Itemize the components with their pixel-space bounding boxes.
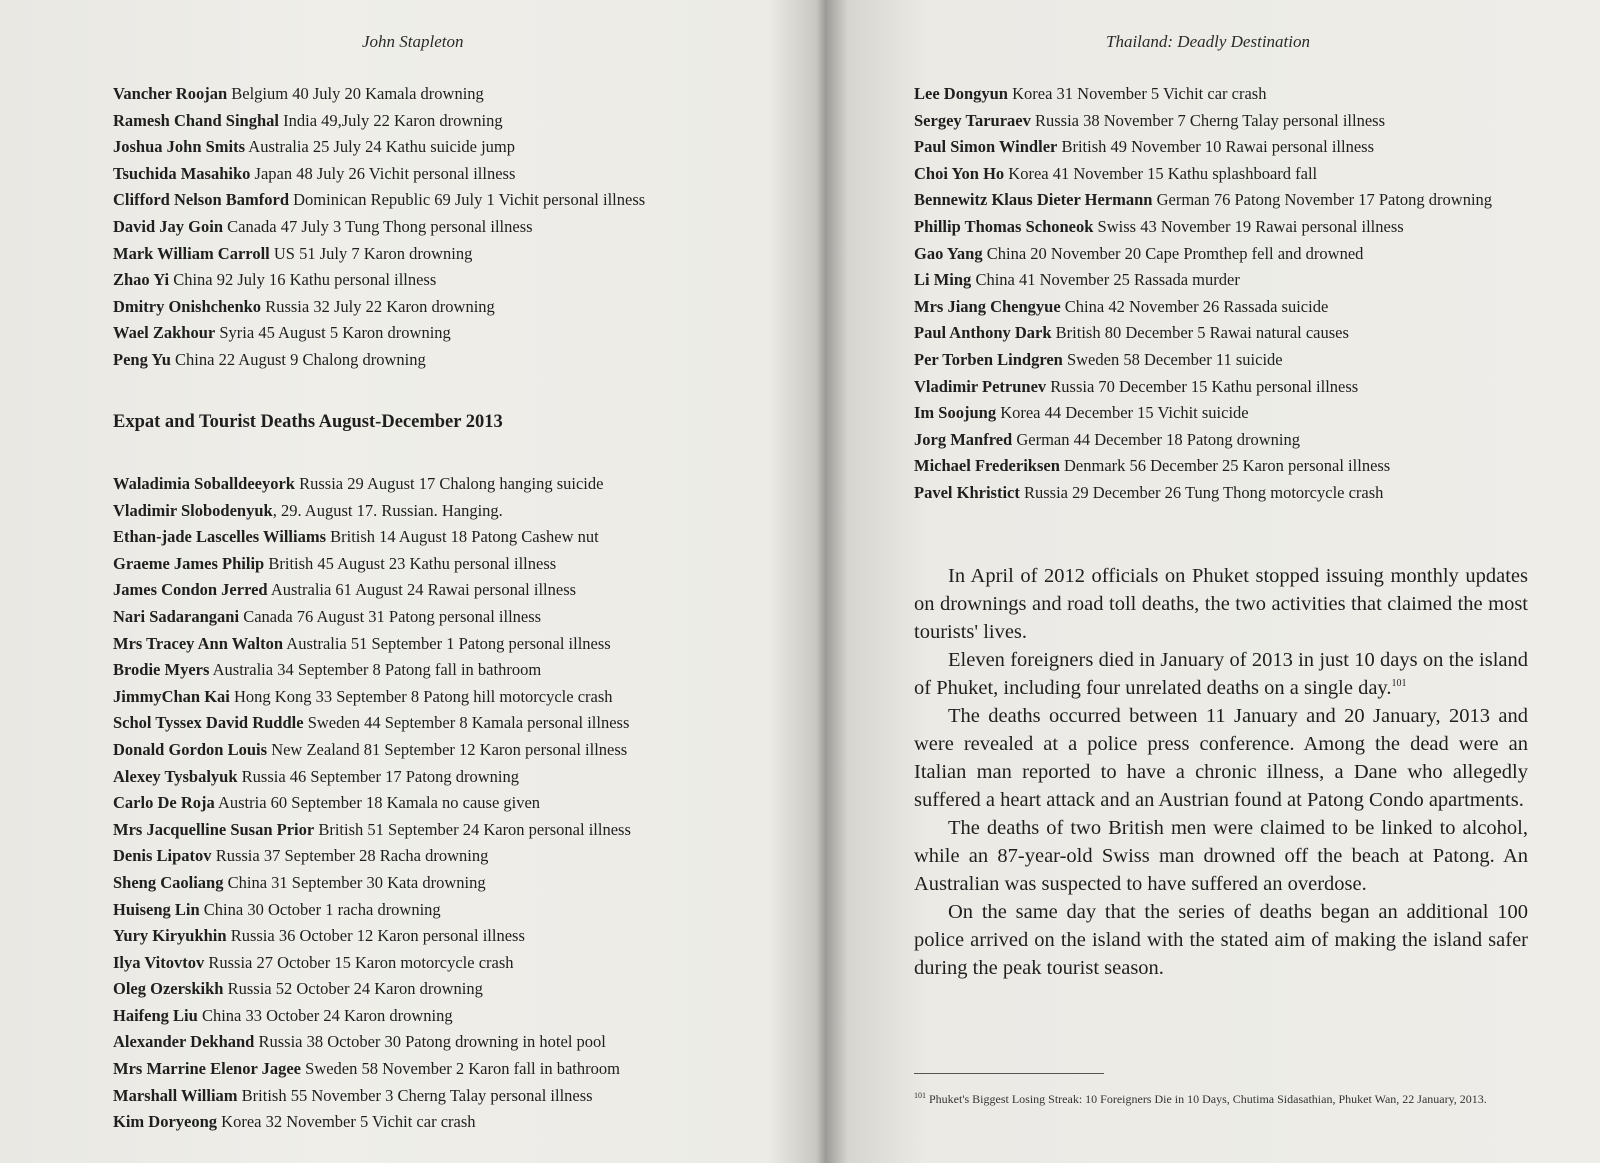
list-item [113, 604, 631, 631]
death-details: Canada 47 July 3 Tung Thong personal illness [223, 216, 533, 236]
person-name: Ramesh Chand Singhal [113, 110, 279, 130]
list-item [113, 524, 631, 551]
person-name: Oleg Ozerskikh [113, 979, 224, 999]
person-name: Mrs Jiang Chengyue [914, 296, 1061, 316]
death-details: Japan 48 July 26 Vichit personal illness [250, 163, 516, 183]
list-item [914, 187, 1529, 214]
person-name: Mark William Carroll [113, 243, 270, 263]
person-name: Wael Zakhour [113, 323, 216, 343]
list-item [113, 1083, 631, 1110]
person-name: Mrs Jacquelline Susan Prior [113, 819, 315, 839]
list-item [113, 684, 631, 711]
death-details: Korea 41 November 15 Kathu splashboard fall [1004, 163, 1318, 183]
body-text [914, 562, 1528, 982]
person-name: Joshua John Smits [113, 137, 246, 157]
death-details: Russia 38 November 7 Cherng Talay personal illness [1030, 110, 1386, 130]
deaths-list-august-november [113, 471, 631, 1136]
list-item [113, 657, 631, 684]
list-item [113, 577, 631, 604]
list-item [113, 737, 631, 764]
death-details: Korea 31 November 5 Vichit car crash [1007, 84, 1267, 103]
paragraph: On the same day that the series of deaths began an additional 100 police arrived on the island with the stated aim of making the island safer during the peak tourist season. [914, 901, 1528, 979]
list-item [113, 764, 631, 791]
paragraph-text: Eleven foreigners died in January of 2013 in just 10 days on the island of Phuket, including four unrelated deaths on a single day. [914, 649, 1528, 699]
death-details: China 92 July 16 Kathu personal illness [169, 270, 437, 290]
list-item [113, 108, 645, 135]
person-name: Vladimir Slobodenyuk [113, 500, 273, 520]
death-details: Russia 70 December 15 Kathu personal illness [1046, 376, 1359, 396]
list-item [113, 187, 645, 214]
list-item [113, 161, 645, 188]
person-name: James Condon Jerred [113, 580, 268, 600]
death-details: British 80 December 5 Rawai natural causes [1051, 323, 1349, 343]
person-name: Marshall William [113, 1085, 238, 1105]
death-details: Australia 25 July 24 Kathu suicide jump [245, 137, 515, 157]
list-item [113, 897, 631, 924]
death-details: Russia 32 July 22 Karon drowning [261, 296, 495, 316]
death-details: Korea 44 December 15 Vichit suicide [996, 403, 1249, 423]
person-name: Pavel Khristict [914, 482, 1020, 502]
list-item [914, 427, 1529, 454]
list-item [914, 81, 1529, 108]
death-details: Canada 76 August 31 Patong personal illness [239, 606, 542, 626]
list-item [914, 134, 1529, 161]
footnote-reference[interactable]: 101 [1391, 678, 1407, 690]
death-details: Russia 29 August 17 Chalong hanging suicide [294, 474, 604, 493]
person-name: Mrs Marrine Elenor Jagee [113, 1059, 302, 1079]
section-heading: Expat and Tourist Deaths August-December 2013 [113, 412, 503, 432]
death-details: Australia 34 September 8 Patong fall in bathroom [209, 660, 542, 680]
list-item [113, 790, 631, 817]
list-item [914, 108, 1529, 135]
right-page [800, 0, 1600, 1163]
person-name: Peng Yu [113, 349, 171, 369]
death-details: British 55 November 3 Cherng Talay personal illness [237, 1085, 593, 1105]
death-details: Russia 29 December 26 Tung Thong motorcycle crash [1019, 482, 1384, 502]
death-details: British 51 September 24 Karon personal illness [314, 819, 631, 839]
person-name: Brodie Myers [113, 660, 210, 680]
death-details: New Zealand 81 September 12 Karon personal illness [267, 739, 628, 759]
person-name: Clifford Nelson Bamford [113, 190, 289, 210]
person-name: Paul Simon Windler [914, 137, 1058, 157]
list-item [914, 161, 1529, 188]
death-details: Swiss 43 November 19 Rawai personal illness [1093, 216, 1404, 236]
list-item [113, 267, 645, 294]
list-item [914, 453, 1529, 480]
person-name: Lee Dongyun [914, 84, 1008, 103]
person-name: Paul Anthony Dark [914, 323, 1052, 343]
person-name: Denis Lipatov [113, 846, 212, 866]
person-name: Michael Frederiksen [914, 456, 1060, 476]
list-item [113, 294, 645, 321]
list-item [914, 214, 1529, 241]
death-details: China 30 October 1 racha drowning [199, 899, 441, 919]
death-details: , 29. August 17. Russian. Hanging. [272, 500, 503, 520]
list-item [113, 1056, 631, 1083]
person-name: Phillip Thomas Schoneok [914, 216, 1094, 236]
list-item [914, 480, 1529, 507]
death-details: US 51 July 7 Karon drowning [269, 243, 473, 263]
list-item [113, 498, 631, 525]
death-details: Russia 36 October 12 Karon personal illness [226, 926, 525, 946]
person-name: Im Soojung [914, 403, 997, 423]
death-details: China 42 November 26 Rassada suicide [1060, 296, 1329, 316]
list-item [113, 551, 631, 578]
death-details: Australia 51 September 1 Patong personal illness [283, 633, 611, 653]
list-item [113, 134, 645, 161]
person-name: Donald Gordon Louis [113, 739, 268, 759]
list-item [113, 1109, 631, 1136]
death-details: Russia 38 October 30 Patong drowning in hotel pool [254, 1032, 606, 1052]
death-details: Korea 32 November 5 Vichit car crash [217, 1112, 476, 1132]
paragraph: In April of 2012 officials on Phuket stopped issuing monthly updates on drownings and road toll deaths, the two activities that claimed the most tourists' lives. [914, 565, 1528, 643]
death-details: Russia 37 September 28 Racha drowning [211, 846, 489, 866]
death-details: Sweden 58 December 11 suicide [1062, 349, 1283, 369]
list-item [914, 400, 1529, 427]
list-item [914, 267, 1529, 294]
list-item [914, 347, 1529, 374]
death-details: Sweden 44 September 8 Kamala personal illness [303, 713, 630, 733]
person-name: Per Torben Lindgren [914, 349, 1063, 369]
person-name: Alexey Tysbalyuk [113, 766, 238, 786]
person-name: JimmyChan Kai [113, 686, 230, 706]
person-name: Dmitry Onishchenko [113, 296, 262, 316]
death-details: China 22 August 9 Chalong drowning [170, 349, 426, 369]
list-item [113, 976, 631, 1003]
list-item [914, 241, 1529, 268]
death-details: Syria 45 August 5 Karon drowning [215, 323, 451, 343]
list-item [113, 710, 631, 737]
person-name: Ilya Vitovtov [113, 952, 205, 972]
death-details: Australia 61 August 24 Rawai personal illness [267, 580, 577, 600]
list-item [914, 374, 1529, 401]
list-item [113, 631, 631, 658]
death-details: Dominican Republic 69 July 1 Vichit personal illness [289, 190, 646, 210]
paragraph: The deaths of two British men were claimed to be linked to alcohol, while an 87-year-old Swiss man drowned off the beach at Patong. An Australian was suspected to have suffered an overdose. [914, 817, 1528, 895]
list-item [113, 347, 645, 374]
person-name: Mrs Tracey Ann Walton [113, 633, 284, 653]
person-name: David Jay Goin [113, 216, 224, 236]
footnote-number: 101 [914, 1091, 926, 1100]
person-name: Sheng Caoliang [113, 872, 224, 892]
person-name: Carlo De Roja [113, 793, 215, 813]
person-name: Gao Yang [914, 243, 983, 263]
running-head-title: Thailand: Deadly Destination [1106, 32, 1310, 51]
death-details: China 41 November 25 Rassada murder [971, 270, 1240, 290]
death-details: China 20 November 20 Cape Promthep fell and drowned [982, 243, 1364, 263]
person-name: Yury Kiryukhin [113, 926, 227, 946]
deaths-list-july-august [113, 81, 645, 374]
person-name: Alexander Dekhand [113, 1032, 255, 1052]
paragraph [914, 646, 1528, 702]
list-item [113, 950, 631, 977]
death-details: China 31 September 30 Kata drowning [223, 872, 486, 892]
person-name: Kim Doryeong [113, 1112, 218, 1132]
person-name: Huiseng Lin [113, 899, 200, 919]
list-item [113, 923, 631, 950]
list-item [113, 1029, 631, 1056]
death-details: German 44 December 18 Patong drowning [1012, 429, 1300, 449]
death-details: China 33 October 24 Karon drowning [197, 1005, 453, 1025]
person-name: Waladimia Soballdeeyork [113, 474, 295, 493]
list-item [113, 241, 645, 268]
death-details: Hong Kong 33 September 8 Patong hill motorcycle crash [229, 686, 613, 706]
list-item [113, 471, 631, 498]
list-item [113, 843, 631, 870]
death-details: Russia 46 September 17 Patong drowning [237, 766, 519, 786]
death-details: British 49 November 10 Rawai personal illness [1057, 137, 1375, 157]
person-name: Choi Yon Ho [914, 163, 1005, 183]
list-item [914, 294, 1529, 321]
death-details: German 76 Patong November 17 Patong drowning [1152, 190, 1493, 210]
footnote [914, 1087, 1514, 1108]
list-item [113, 320, 645, 347]
footnote-text: Phuket's Biggest Losing Streak: 10 Foreigners Die in 10 Days, Chutima Sidasathian, Phuket Wan, 22 January, 2013. [926, 1092, 1487, 1106]
death-details: Russia 27 October 15 Karon motorcycle crash [204, 952, 514, 972]
list-item [113, 817, 631, 844]
paragraph: The deaths occurred between 11 January and 20 January, 2013 and were revealed at a police press conference. Among the dead were an Italian man reported to have a chronic illness, a Dane who allegedly suffered a heart attack and an Austrian found at Patong Condo apartments. [914, 705, 1528, 811]
person-name: Nari Sadarangani [113, 606, 240, 626]
death-details: British 45 August 23 Kathu personal illness [264, 553, 557, 573]
person-name: Tsuchida Masahiko [113, 163, 251, 183]
death-details: Sweden 58 November 2 Karon fall in bathroom [301, 1059, 620, 1079]
list-item [113, 81, 645, 108]
list-item [113, 214, 645, 241]
person-name: Vancher Roojan [113, 84, 228, 103]
death-details: India 49,July 22 Karon drowning [278, 110, 503, 130]
list-item [113, 1003, 631, 1030]
deaths-list-november-december [914, 81, 1529, 507]
person-name: Vladimir Petrunev [914, 376, 1047, 396]
person-name: Zhao Yi [113, 270, 170, 290]
person-name: Graeme James Philip [113, 553, 265, 573]
person-name: Ethan-jade Lascelles Williams [113, 527, 326, 547]
footnote-divider [914, 1073, 1104, 1074]
person-name: Haifeng Liu [113, 1005, 198, 1025]
person-name: Li Ming [914, 270, 972, 290]
death-details: Russia 52 October 24 Karon drowning [223, 979, 483, 999]
list-item [113, 870, 631, 897]
person-name: Jorg Manfred [914, 429, 1013, 449]
person-name: Bennewitz Klaus Dieter Hermann [914, 190, 1153, 210]
death-details: Denmark 56 December 25 Karon personal illness [1059, 456, 1391, 476]
running-head-author: John Stapleton [362, 32, 464, 51]
list-item [914, 320, 1529, 347]
person-name: Sergey Taruraev [914, 110, 1031, 130]
death-details: Austria 60 September 18 Kamala no cause given [214, 793, 541, 813]
person-name: Schol Tyssex David Ruddle [113, 713, 304, 733]
death-details: Belgium 40 July 20 Kamala drowning [227, 84, 484, 103]
death-details: British 14 August 18 Patong Cashew nut [326, 527, 599, 547]
